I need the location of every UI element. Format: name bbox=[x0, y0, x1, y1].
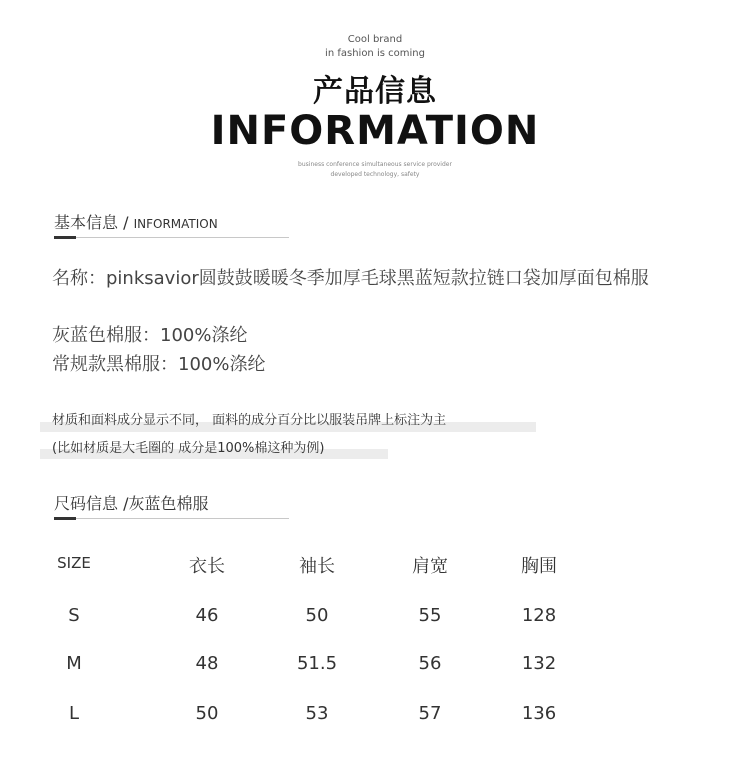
basic-info-heading-en: INFORMATION bbox=[133, 217, 218, 231]
note-line-2: (比如材质是大毛圈的 成分是100%棉这种为例) bbox=[52, 441, 325, 456]
size-cell: L bbox=[68, 703, 80, 724]
header-size: SIZE bbox=[57, 554, 91, 572]
shoulder-cell: 57 bbox=[418, 703, 442, 724]
title-english: INFORMATION bbox=[210, 108, 540, 154]
header-length: 衣长 bbox=[189, 556, 225, 577]
size-cell: S bbox=[68, 605, 80, 626]
sleeve-cell: 53 bbox=[305, 703, 329, 724]
length-cell: 50 bbox=[195, 703, 219, 724]
sleeve-cell: 50 bbox=[305, 605, 329, 626]
note-line-1: 材质和面料成分显示不同， 面料的成分百分比以服装吊牌上标注为主 bbox=[52, 413, 447, 428]
chest-cell: 132 bbox=[521, 653, 557, 674]
section-accent bbox=[54, 517, 76, 520]
basic-info-heading-cn: 基本信息 / bbox=[54, 213, 134, 232]
section-accent bbox=[54, 236, 76, 239]
sleeve-cell: 51.5 bbox=[296, 653, 338, 674]
shoulder-cell: 56 bbox=[418, 653, 442, 674]
shoulder-cell: 55 bbox=[418, 605, 442, 626]
fabric-line-2: 常规款黑棉服：100%涤纶 bbox=[52, 354, 266, 375]
header-shoulder: 肩宽 bbox=[412, 556, 448, 577]
size-info-heading: 尺码信息 /灰蓝色棉服 bbox=[54, 494, 209, 513]
fabric-line-1: 灰蓝色棉服：100%涤纶 bbox=[52, 325, 248, 346]
section-divider bbox=[54, 237, 289, 238]
subtitle-2: developed technology, safety bbox=[330, 171, 420, 178]
chest-cell: 136 bbox=[521, 703, 557, 724]
chest-cell: 128 bbox=[521, 605, 557, 626]
length-cell: 48 bbox=[195, 653, 219, 674]
tagline-2: in fashion is coming bbox=[325, 48, 425, 59]
header-sleeve: 袖长 bbox=[299, 556, 335, 577]
section-divider bbox=[54, 518, 289, 519]
subtitle-1: business conference simultaneous service provider bbox=[298, 161, 452, 168]
basic-info-heading bbox=[54, 210, 218, 233]
size-cell: M bbox=[66, 653, 82, 674]
length-cell: 46 bbox=[195, 605, 219, 626]
tagline-1: Cool brand bbox=[347, 34, 403, 45]
product-name: 名称：pinksavior圆鼓鼓暖暖冬季加厚毛球黑蓝短款拉链口袋加厚面包棉服 bbox=[52, 268, 649, 289]
title-chinese: 产品信息 bbox=[313, 74, 437, 109]
header-chest: 胸围 bbox=[521, 556, 557, 577]
